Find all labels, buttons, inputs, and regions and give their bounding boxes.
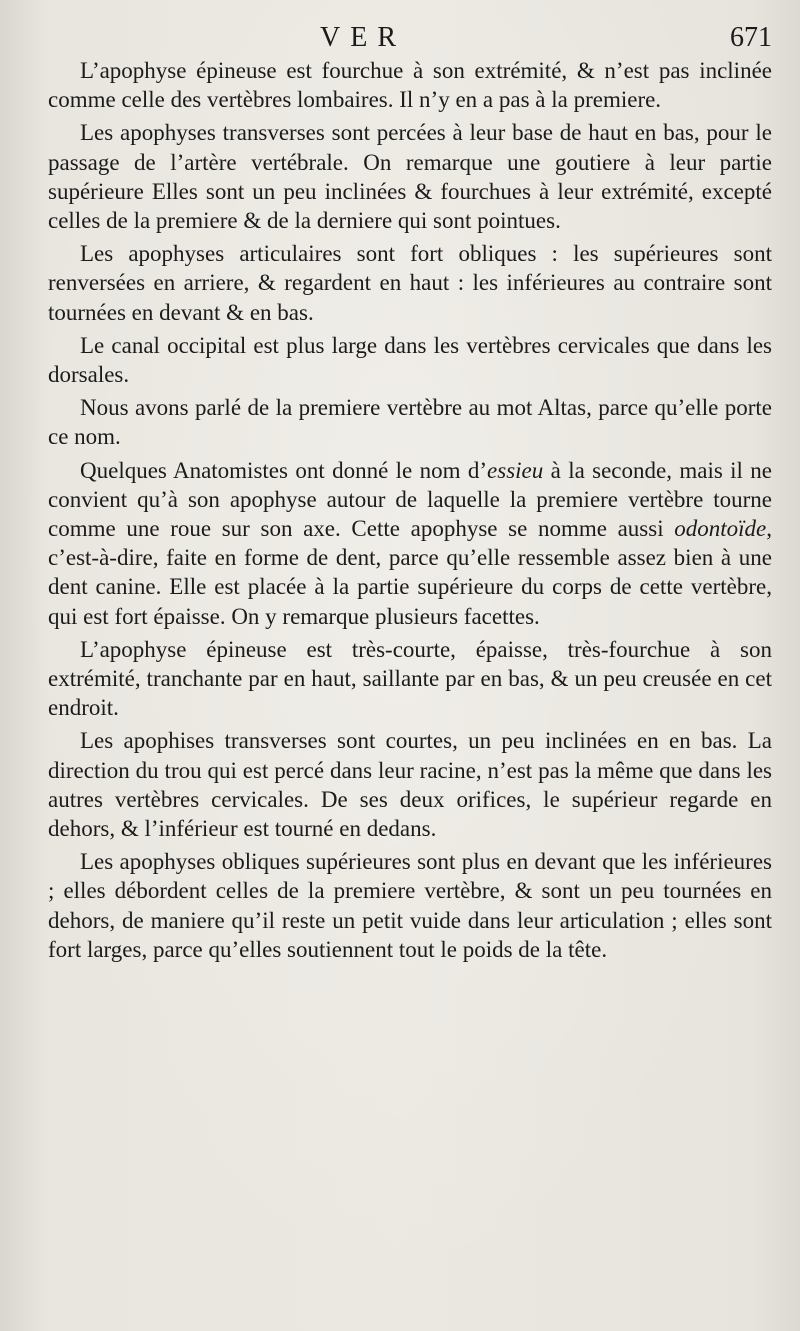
term-odontoide: odontoïde (674, 516, 767, 542)
essieu-text-middle: à la seconde, mais il ne convient qu’à son apophyse autour de laquelle la premiere vertèbre tourne comme une roue sur son axe. Cette apophyse se nomme aussi (48, 457, 772, 542)
body-text (48, 56, 772, 968)
paragraph-oblique-processes: Les apophyses obliques supérieures sont plus en devant que les inférieures ; elles débordent celles de la premiere vertèbre, & sont un peu tournées en dehors, de maniere qu’il reste un petit vuide dans leur articulation ; elles sont fort larges, parce qu’elles soutiennent tout le poids de la tête. (48, 849, 772, 962)
paragraph-spinous-process: L’apophyse épineuse est fourchue à son extrémité, & n’est pas inclinée comme celle des vertèbres lombaires. Il n’y en a pas à la premiere. (48, 58, 772, 113)
paragraph-transverse-processes: Les apophyses transverses sont percées à leur base de haut en bas, pour le passage de l’artère vertébrale. On remarque une goutiere à leur partie supérieure Elles sont un peu inclinées & fourchues à leur extrémité, excepté celles de la premiere & de la derniere qui sont pointues. (48, 120, 772, 234)
page-number: 671 (730, 22, 772, 53)
paragraph-occipital-canal: Le canal occipital est plus large dans les vertèbres cervicales que dans les dorsales. (48, 332, 772, 388)
paragraph-articular-processes: Les apophyses articulaires sont fort obliques : les supérieures sont renversées en arriere, & regardent en haut : les inférieures au contraire sont tournées en devant & en bas. (48, 241, 772, 325)
paragraph-atlas: Nous avons parlé de la premiere vertèbre au mot Altas, parce qu’elle porte ce nom. (48, 395, 772, 450)
paragraph-essieu (48, 456, 772, 631)
term-essieu: essieu (487, 457, 544, 483)
paragraph-second-spinous: L’apophyse épineuse est très-courte, épaisse, très-fourchue à son extrémité, tranchante par en haut, saillante par en bas, & un peu creusée en cet endroit. (48, 636, 772, 721)
running-head (0, 18, 800, 58)
essieu-text-after: , c’est-à-dire, faite en forme de dent, parce qu’elle ressemble assez bien à une dent canine. Elle est placée à la partie supérieure du corps de cette vertèbre, qui est fort épaisse. On y remarque plusieurs facettes. (48, 516, 772, 629)
paragraph-second-transverse: Les apophises transverses sont courtes, un peu inclinées en en bas. La direction du trou qui est percé dans leur racine, n’est pas la même que dans les autres vertèbres cervicales. De ses deux orifices, le supérieur regarde en dehors, & l’inférieur est tourné en dedans. (48, 728, 772, 842)
essieu-text-before: Quelques Anatomistes ont donné le nom d’ (80, 457, 488, 483)
running-title: VER (320, 22, 406, 53)
